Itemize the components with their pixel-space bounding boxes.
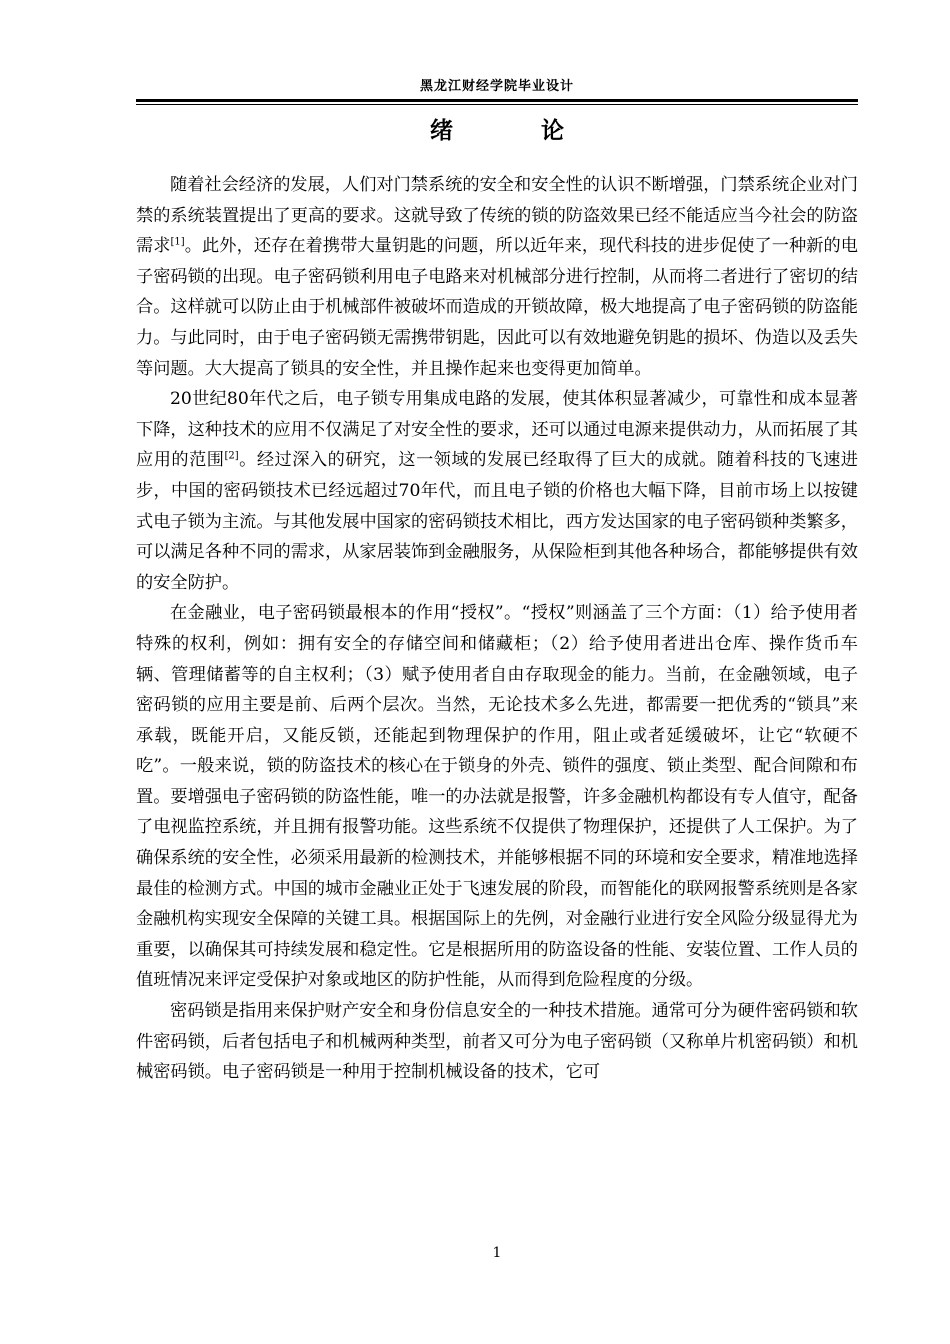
paragraph-2 (136, 384, 858, 598)
paragraph-text: 。经过深入的研究，这一领域的发展已经取得了巨大的成就。随着科技的飞速进步，中国的密码锁技术已经远超过70年代，而且电子锁的价格也大幅下降，目前市场上以按键式电子锁为主流。与其他发展中国家的密码锁技术相比，西方发达国家的电子密码锁种类繁多，可以满足各种不同的需求，从家居装饰到金融服务，从保险柜到其他各种场合，都能够提供有效的安全防护。 (136, 450, 858, 593)
body-text (136, 170, 858, 1088)
header-rule-thick (136, 99, 858, 102)
citation-ref: [2] (224, 450, 239, 462)
paragraph-4 (136, 996, 858, 1088)
paragraph-3 (136, 598, 858, 996)
paragraph-text: 在金融业，电子密码锁最根本的作用“授权”。“授权”则涵盖了三个方面：（1）给予使用者特殊的权利，例如：拥有安全的存储空间和储藏柜；（2）给予使用者进出仓库、操作货币车辆、管理储蓄等的自主权利；（3）赋予使用者自由存取现金的能力。当前，在金融领域，电子密码锁的应用主要是前、后两个层次。当然，无论技术多么先进，都需要一把优秀的“锁具”来承载，既能开启，又能反锁，还能起到物理保护的作用，阻止或者延缓破坏，让它“软硬不吃”。一般来说，锁的防盗技术的核心在于锁身的外壳、锁件的强度、锁止类型、配合间隙和布置。要增强电子密码锁的防盗性能，唯一的办法就是报警，许多金融机构都设有专人值守，配备了电视监控系统，并且拥有报警功能。这些系统不仅提供了物理保护，还提供了人工保护。为了确保系统的安全性，必须采用最新的检测技术，并能够根据不同的环境和安全要求，精准地选择最佳的检测方式。中国的城市金融业正处于飞速发展的阶段，而智能化的联网报警系统则是各家金融机构实现安全保障的关键工具。根据国际上的先例，对金融行业进行安全风险分级显得尤为重要，以确保其可持续发展和稳定性。它是根据所用的防盗设备的性能、安装位置、工作人员的值班情况来评定受保护对象或地区的防护性能，从而得到危险程度的分级。 (136, 603, 858, 991)
header-rule-thin (136, 104, 858, 105)
running-header: 黑龙江财经学院毕业设计 (419, 79, 574, 94)
paragraph-text: 20世纪80年代之后，电子锁专用集成电路的发展，使其体积显著减少，可靠性和成本显著下降，这种技术的应用不仅满足了对安全性的要求，还可以通过电源来提供动力，从而拓展了其应用的范围 (136, 389, 858, 471)
page-number: 1 (492, 1245, 502, 1261)
paragraph-text: 。此外，还存在着携带大量钥匙的问题，所以近年来，现代科技的进步促使了一种新的电子密码锁的出现。电子密码锁利用电子电路来对机械部分进行控制，从而将二者进行了密切的结合。这样就可以防止由于机械部件被破坏而造成的开锁故障，极大地提高了电子密码锁的防盗能力。与此同时，由于电子密码锁无需携带钥匙，因此可以有效地避免钥匙的损坏、伪造以及丢失等问题。大大提高了锁具的安全性，并且操作起来也变得更加简单。 (136, 236, 858, 379)
citation-ref: [1] (170, 236, 185, 248)
paragraph-text: 密码锁是指用来保护财产安全和身份信息安全的一种技术措施。通常可分为硬件密码锁和软件密码锁，后者包括电子和机械两种类型，前者又可分为电子密码锁（又称单片机密码锁）和机械密码锁。电子密码锁是一种用于控制机械设备的技术，它可 (136, 1001, 858, 1083)
paragraph-text: 随着社会经济的发展，人们对门禁系统的安全和安全性的认识不断增强，门禁系统企业对门禁的系统装置提出了更高的要求。这就导致了传统的锁的防盗效果已经不能适应当今社会的防盗需求 (136, 175, 858, 257)
section-title: 绪 论 (429, 117, 604, 144)
paragraph-1 (136, 170, 858, 384)
